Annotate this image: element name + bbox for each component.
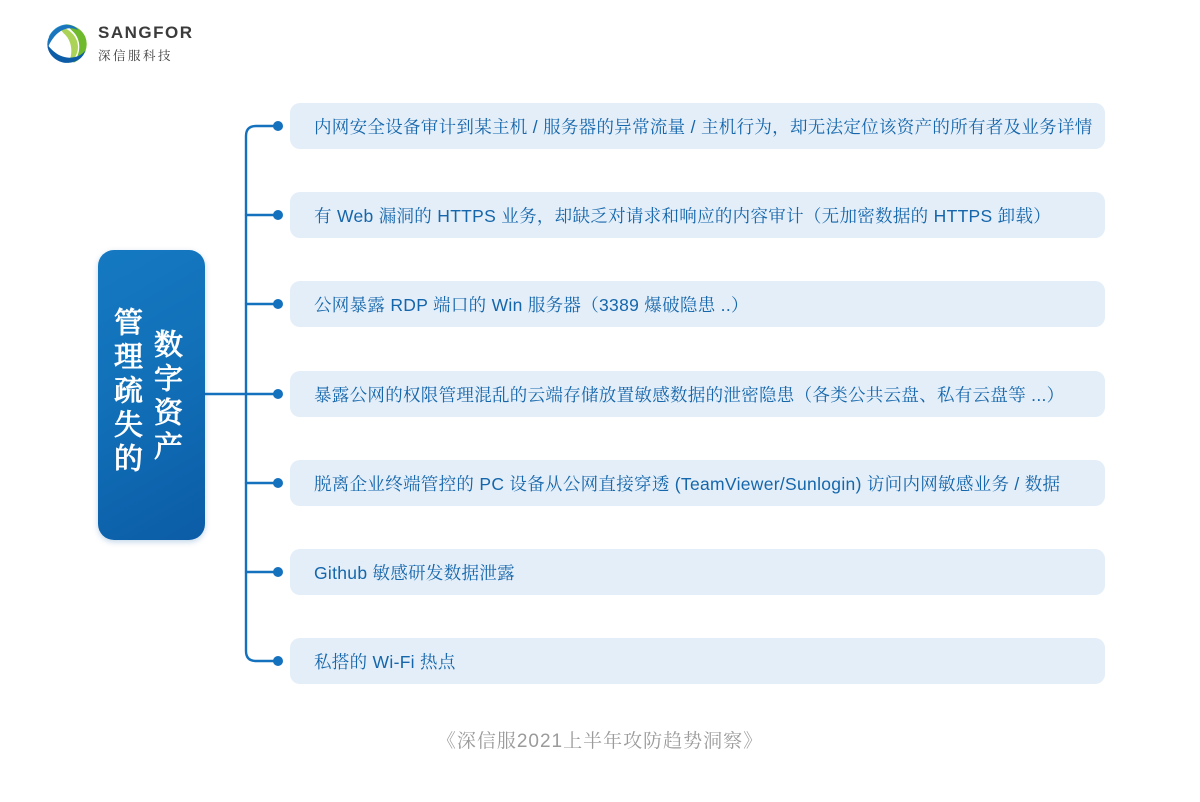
bullet-branch-7 (273, 656, 283, 666)
bullet-branch-2 (273, 210, 283, 220)
sangfor-logo (45, 22, 194, 66)
branch-item-6 (290, 549, 1105, 595)
branch-label-4: 暴露公网的权限管理混乱的云端存储放置敏感数据的泄密隐患（各类公共云盘、私有云盘等 ...） (314, 384, 1065, 405)
bullet-branch-5 (273, 478, 283, 488)
logo-text-block (98, 24, 194, 64)
branch-label-6: Github 敏感研发数据泄露 (314, 562, 515, 583)
branch-item-3 (290, 281, 1105, 327)
source-citation: 《深信服2021上半年攻防趋势洞察》 (436, 731, 764, 752)
branch-label-1: 内网安全设备审计到某主机 / 服务器的异常流量 / 主机行为，却无法定位该资产的所有者及业务详情 (314, 116, 1093, 137)
branch-label-3: 公网暴露 RDP 端口的 Win 服务器（3389 爆破隐患 ..） (314, 294, 749, 315)
branch-item-2 (290, 192, 1105, 238)
brand-subtitle: 深信服科技 (98, 48, 174, 63)
branch-item-7 (290, 638, 1105, 684)
root-node (98, 250, 205, 540)
bullet-branch-3 (273, 299, 283, 309)
root-label-prefix: 管理疏失的 (110, 307, 142, 477)
bullet-branch-1 (273, 121, 283, 131)
branch-item-4 (290, 371, 1105, 417)
root-label-main: 数字资产 (150, 329, 182, 465)
bullet-branch-6 (273, 567, 283, 577)
branch-item-5 (290, 460, 1105, 506)
bullet-branch-4 (273, 389, 283, 399)
branch-label-2: 有 Web 漏洞的 HTTPS 业务，却缺乏对请求和响应的内容审计（无加密数据的 HTTPS 卸载） (314, 205, 1052, 226)
brand-name: SANGFOR (98, 23, 194, 43)
branch-label-5: 脱离企业终端管控的 PC 设备从公网直接穿透 (TeamViewer/Sunlogin) 访问内网敏感业务 / 数据 (314, 473, 1061, 494)
branch-item-1 (290, 103, 1105, 149)
sangfor-globe-icon (45, 22, 89, 66)
branch-label-7: 私搭的 Wi-Fi 热点 (314, 651, 456, 672)
trunk-line (246, 126, 277, 661)
